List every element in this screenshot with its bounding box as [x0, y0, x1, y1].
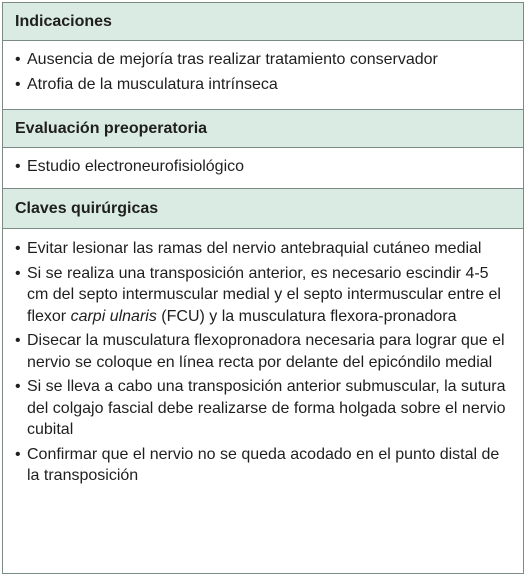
list-item: • Si se lleva a cabo una transposición anterior submuscular, la sutura del colgajo fascial debe realizarse de forma holgada sobre el nervio cubital — [15, 376, 513, 441]
item-text: Si se realiza una transposición anterior, es necesario escindir 4-5 cm del septo intermuscular medial y el septo intermuscular entre el flexor — [27, 264, 501, 325]
indicaciones-list — [15, 49, 513, 95]
claves-list — [15, 238, 513, 487]
list-item: • Evitar lesionar las ramas del nervio antebraquial cutáneo medial — [15, 238, 513, 260]
clinical-summary-table — [2, 2, 524, 574]
item-text: (FCU) y la musculatura flexora-pronadora — [156, 307, 457, 325]
section-body-indicaciones — [3, 41, 523, 110]
list-item — [15, 263, 513, 328]
item-italic-text: carpi ulnaris — [70, 307, 157, 325]
section-title: Indicaciones — [15, 12, 112, 30]
evaluacion-list — [15, 156, 513, 178]
list-item: • Disecar la musculatura flexopronadora necesaria para lograr que el nervio se coloque en línea recta por delante del epicóndilo medial — [15, 330, 513, 373]
section-header-claves — [3, 189, 523, 229]
section-body-evaluacion — [3, 148, 523, 189]
section-header-indicaciones — [3, 3, 523, 41]
list-item: • Confirmar que el nervio no se queda acodado en el punto distal de la transposición — [15, 444, 513, 487]
list-item: • Ausencia de mejoría tras realizar tratamiento conservador — [15, 49, 513, 71]
section-body-claves — [3, 229, 523, 495]
section-header-evaluacion — [3, 110, 523, 148]
section-title: Evaluación preoperatoria — [15, 119, 208, 137]
section-title: Claves quirúrgicas — [15, 199, 159, 217]
list-item: • Atrofia de la musculatura intrínseca — [15, 74, 513, 96]
list-item: • Estudio electroneurofisiológico — [15, 156, 513, 178]
